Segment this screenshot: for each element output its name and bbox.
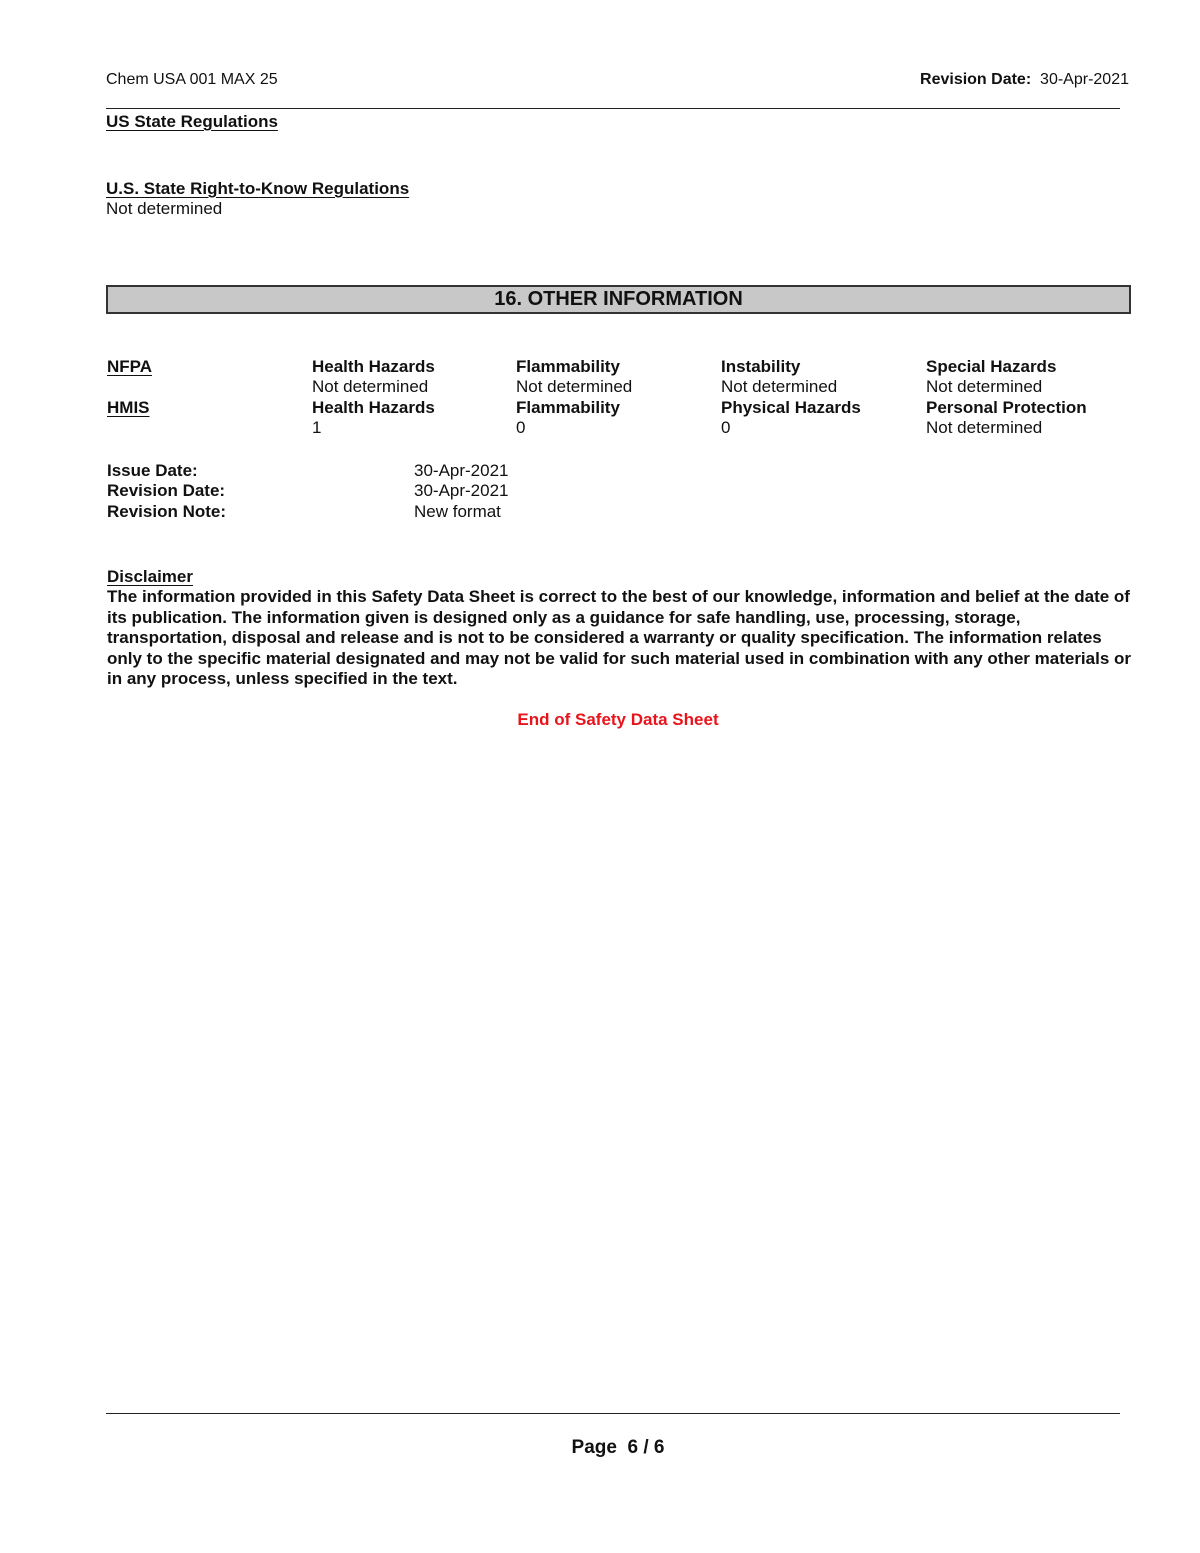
nfpa-flammability-value: Not determined (516, 377, 633, 396)
right-to-know-heading: U.S. State Right-to-Know Regulations (106, 179, 410, 198)
issue-date-value: 30-Apr-2021 (414, 461, 509, 480)
hmis-physical-value: 0 (721, 418, 731, 437)
nfpa-flammability-heading: Flammability (516, 357, 620, 376)
footer-rule (106, 1413, 1120, 1414)
nfpa-instability-value: Not determined (721, 377, 838, 396)
hmis-health-value: 1 (312, 418, 322, 437)
page-number (0, 1437, 1200, 1459)
nfpa-health-value: Not determined (312, 377, 429, 396)
nfpa-instability-heading: Instability (721, 357, 801, 376)
right-to-know-value: Not determined (106, 199, 223, 218)
hmis-physical-heading: Physical Hazards (721, 398, 861, 417)
page-label: Page (571, 1437, 617, 1458)
revision-date-value: 30-Apr-2021 (414, 481, 509, 500)
issue-date-label: Issue Date: (107, 461, 198, 480)
hmis-flammability-heading: Flammability (516, 398, 620, 417)
end-of-sds: End of Safety Data Sheet (517, 710, 719, 729)
section-16-title: 16. OTHER INFORMATION (494, 288, 743, 310)
header-revision-value: 30-Apr-2021 (1040, 71, 1129, 88)
header-revision-label: Revision Date: (920, 71, 1032, 88)
disclaimer-text: The information provided in this Safety Data Sheet is correct to the best of our knowledge, information and belief at the date of its publication. The information given is designed only as a guidance for safe handling, use, processing, storage, transportation, disposal and release and is not to be considered a warranty or quality specification. The information relates only to the specific material designated and may not be valid for such material used in combination with any other materials or in any process, unless specified in the text. (107, 587, 1132, 689)
section-16-banner (106, 285, 1131, 314)
nfpa-health-heading: Health Hazards (312, 357, 435, 376)
revision-note-label: Revision Note: (107, 502, 227, 521)
product-name: Chem USA 001 MAX 25 (106, 71, 278, 88)
disclaimer-title: Disclaimer (107, 567, 193, 586)
revision-date-label: Revision Date: (107, 481, 226, 500)
header-revision (920, 71, 1129, 89)
us-state-regulations-heading: US State Regulations (106, 112, 278, 131)
nfpa-label: NFPA (107, 357, 153, 376)
header-rule (106, 108, 1120, 109)
hmis-protection-heading: Personal Protection (926, 398, 1087, 417)
hmis-protection-value: Not determined (926, 418, 1043, 437)
page-value: 6 / 6 (627, 1437, 665, 1458)
disclaimer (107, 567, 1132, 689)
hmis-label: HMIS (107, 398, 150, 417)
hmis-health-heading: Health Hazards (312, 398, 435, 417)
nfpa-special-heading: Special Hazards (926, 357, 1057, 376)
hmis-flammability-value: 0 (516, 418, 526, 437)
revision-note-value: New format (414, 502, 501, 521)
nfpa-special-value: Not determined (926, 377, 1043, 396)
